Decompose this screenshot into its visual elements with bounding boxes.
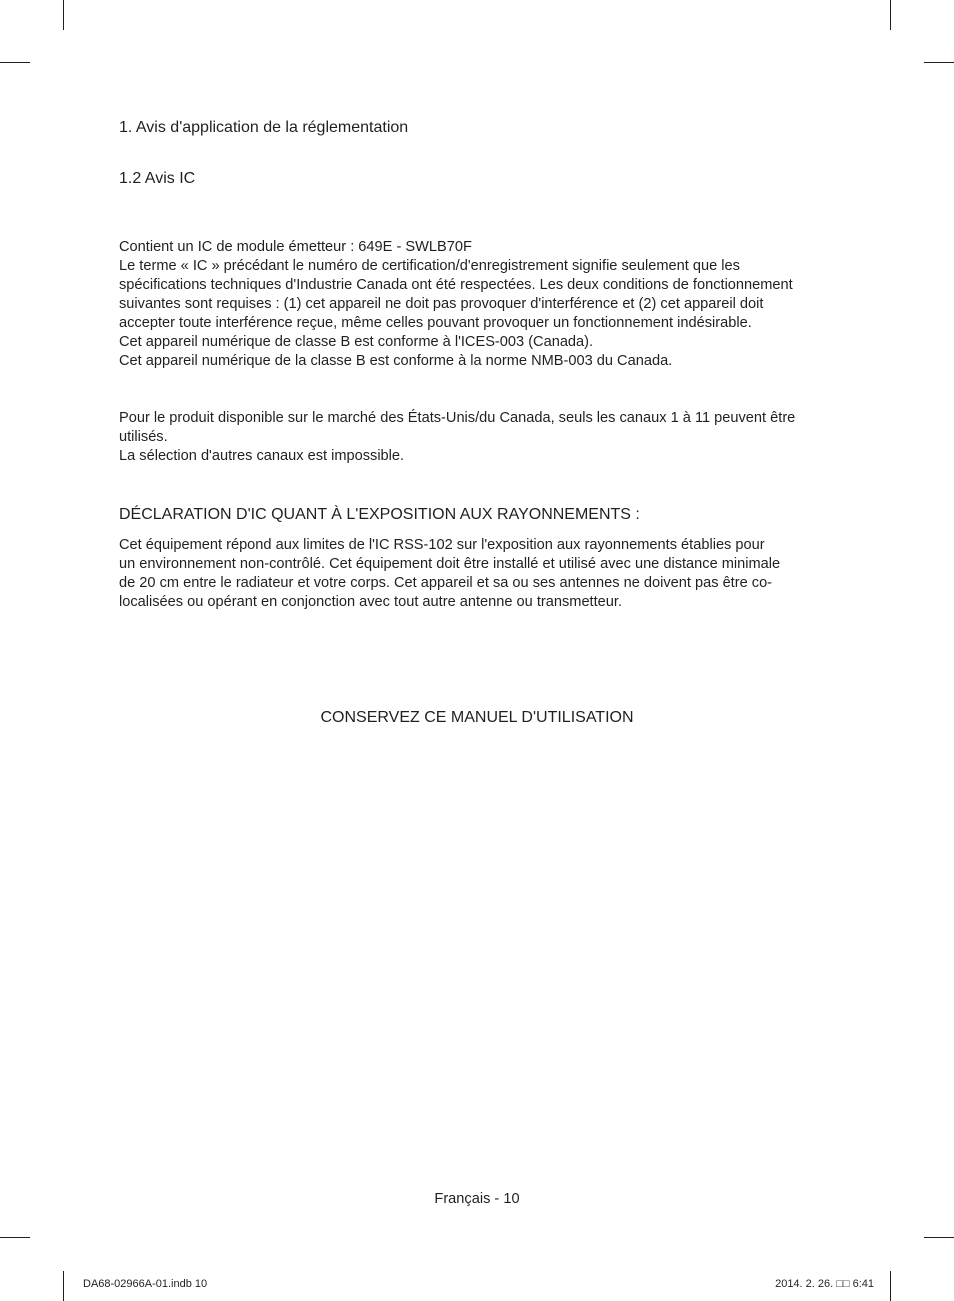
ic-line-4: suivantes sont requises : (1) cet appareil ne doit pas provoquer d'interférence et (2) cet appareil doit: [119, 296, 764, 312]
ic-line-5: accepter toute interférence reçue, même celles pouvant provoquer un fonctionnement indésirable.: [119, 315, 752, 331]
channels-line-1: Pour le produit disponible sur le marché des États-Unis/du Canada, seuls les canaux 1 à 11 peuvent être: [119, 410, 796, 426]
crop-mark-top-left-horizontal: [0, 62, 30, 63]
crop-mark-top-right-horizontal: [924, 62, 954, 63]
ic-line-6: Cet appareil numérique de classe B est conforme à l'ICES-003 (Canada).: [119, 334, 594, 350]
channels-line-3: La sélection d'autres canaux est impossible.: [119, 448, 405, 464]
page-number: Français - 10: [434, 1191, 520, 1207]
radiation-line-3: de 20 cm entre le radiateur et votre corps. Cet appareil et sa ou ses antennes ne doivent pas être co-: [119, 575, 773, 591]
channels-line-2: utilisés.: [119, 429, 168, 445]
ic-line-3: spécifications techniques d'Industrie Canada ont été respectées. Les deux conditions de fonctionnement: [119, 277, 793, 293]
crop-mark-bottom-left-horizontal: [0, 1237, 30, 1238]
radiation-line-2: un environnement non-contrôlé. Cet équipement doit être installé et utilisé avec une distance minimale: [119, 556, 781, 572]
crop-mark-bottom-right-vertical: [890, 1271, 891, 1301]
ic-line-2: Le terme « IC » précédant le numéro de certification/d'enregistrement signifie seulement que les: [119, 258, 740, 274]
footer-date-time: 2014. 2. 26. □□ 6:41: [775, 1278, 874, 1290]
save-manual-title: CONSERVEZ CE MANUEL D'UTILISATION: [320, 709, 634, 726]
radiation-line-4: localisées ou opérant en conjonction avec tout autre antenne ou transmetteur.: [119, 594, 623, 610]
radiation-paragraph: [119, 536, 835, 612]
ic-paragraph: [119, 238, 835, 371]
subsection-title: 1.2 Avis IC: [119, 170, 196, 187]
ic-line-1: Contient un IC de module émetteur : 649E - SWLB70F: [119, 239, 472, 255]
ic-line-7: Cet appareil numérique de la classe B est conforme à la norme NMB-003 du Canada.: [119, 353, 673, 369]
footer-file-name: DA68-02966A-01.indb 10: [83, 1278, 208, 1290]
crop-mark-bottom-left-vertical: [63, 1271, 64, 1301]
radiation-heading: DÉCLARATION D'IC QUANT À L'EXPOSITION AUX RAYONNEMENTS :: [119, 506, 640, 523]
section-title: 1. Avis d'application de la réglementation: [119, 119, 409, 136]
radiation-line-1: Cet équipement répond aux limites de l'IC RSS-102 sur l'exposition aux rayonnements établies pour: [119, 537, 765, 553]
channels-paragraph: [119, 409, 835, 466]
crop-mark-top-right-vertical: [890, 0, 891, 30]
crop-mark-top-left-vertical: [63, 0, 64, 30]
crop-mark-bottom-right-horizontal: [924, 1237, 954, 1238]
